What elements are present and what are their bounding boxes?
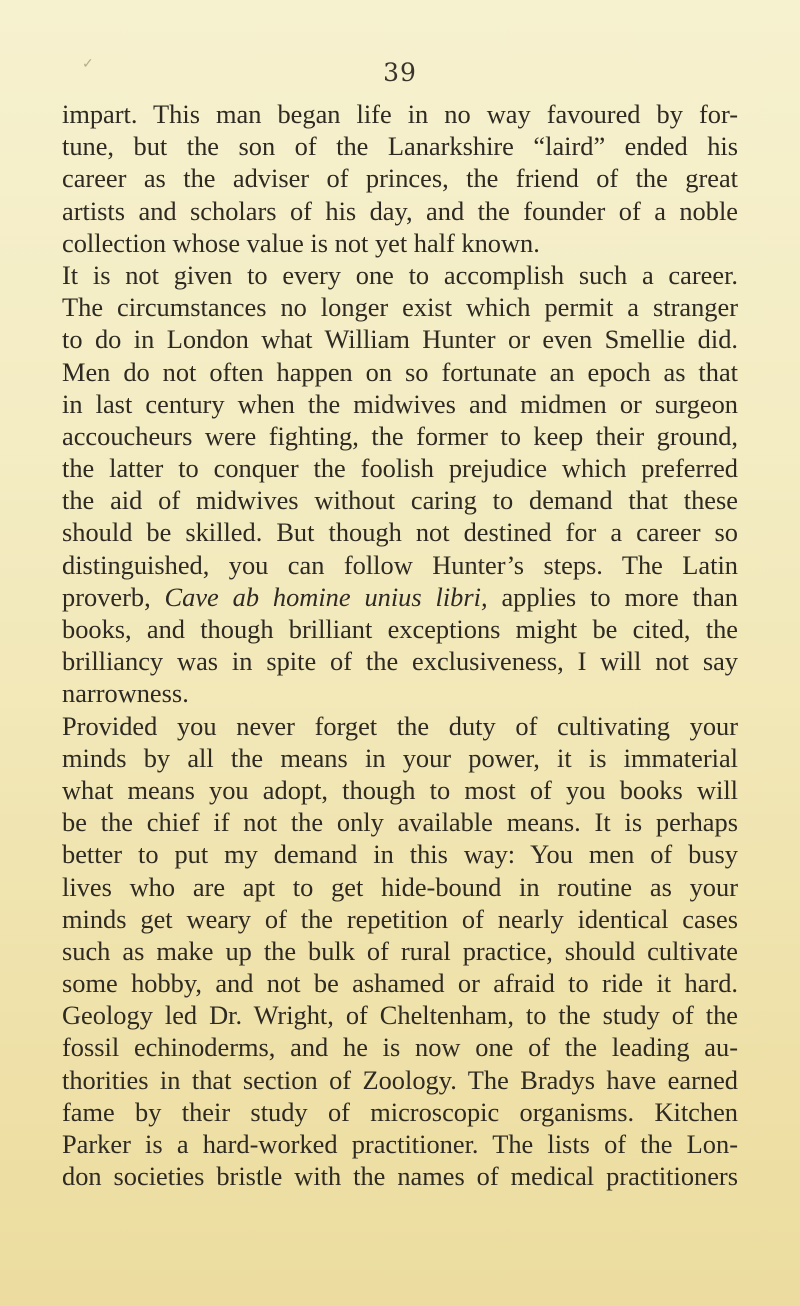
- text-line-with-latin-proverb: [62, 581, 738, 613]
- text-line: what means you adopt, though to most of you books will: [62, 774, 738, 805]
- text-line: fossil echinoderms, and he is now one of the leading au-: [62, 1032, 738, 1063]
- text-line: be the chief if not the only available means. It is perhaps: [62, 807, 738, 838]
- text-line: brilliancy was in spite of the exclusiveness, I will not say: [62, 646, 738, 677]
- page-number: 39: [383, 58, 417, 87]
- text-line: lives who are apt to get hide-bound in routine as your: [62, 871, 738, 902]
- text-line: Provided you never forget the duty of cultivating your: [62, 710, 738, 741]
- text-line: some hobby, and not be ashamed or afraid to ride it hard.: [62, 968, 738, 999]
- text-line: impart. This man began life in no way favoured by for-: [62, 99, 738, 129]
- text-line: better to put my demand in this way: You men of busy: [62, 839, 738, 870]
- text-line: the aid of midwives without caring to demand that these: [62, 485, 738, 516]
- text-line: minds get weary of the repetition of nearly identical cases: [62, 903, 738, 934]
- text-line: to do in London what William Hunter or even Smellie did.: [62, 324, 738, 355]
- text-line: It is not given to every one to accomplish such a career.: [62, 259, 738, 290]
- body-text: [62, 98, 738, 1192]
- text-line: Geology led Dr. Wright, of Cheltenham, to the study of the: [62, 1000, 738, 1031]
- text-line: accoucheurs were fighting, the former to keep their ground,: [62, 420, 738, 451]
- text-line: artists and scholars of his day, and the founder of a noble: [62, 195, 738, 226]
- text-line: fame by their study of microscopic organisms. Kitchen: [62, 1096, 738, 1127]
- text-line: The circumstances no longer exist which permit a stranger: [62, 292, 738, 323]
- text-line: minds by all the means in your power, it is immaterial: [62, 742, 738, 773]
- text-run: applies to more than: [487, 581, 738, 612]
- text-line: collection whose value is not yet half known.: [62, 227, 540, 258]
- text-line: tune, but the son of the Lanarkshire “laird” ended his: [62, 131, 738, 162]
- text-line: books, and though brilliant exceptions might be cited, the: [62, 614, 738, 644]
- text-line: Men do not often happen on so fortunate an epoch as that: [62, 356, 738, 387]
- text-line: such as make up the bulk of rural practice, should cultivate: [62, 935, 738, 966]
- latin-proverb: Cave ab homine unius libri,: [164, 581, 488, 612]
- text-run: proverb,: [62, 581, 165, 612]
- text-line: should be skilled. But though not destined for a career so: [62, 517, 738, 548]
- text-line: career as the adviser of princes, the friend of the great: [62, 163, 738, 194]
- text-line: in last century when the midwives and midmen or surgeon: [62, 388, 738, 419]
- text-line: the latter to conquer the foolish prejudice which preferred: [62, 453, 738, 484]
- text-line: thorities in that section of Zoology. The Bradys have earned: [62, 1064, 738, 1095]
- text-line: Parker is a hard-worked practitioner. The lists of the Lon-: [62, 1129, 738, 1159]
- text-line: don societies bristle with the names of medical practitioners: [62, 1161, 738, 1192]
- text-line: narrowness.: [62, 678, 189, 709]
- pencil-mark-icon: ✓: [82, 56, 94, 72]
- text-line: distinguished, you can follow Hunter’s steps. The Latin: [62, 549, 738, 580]
